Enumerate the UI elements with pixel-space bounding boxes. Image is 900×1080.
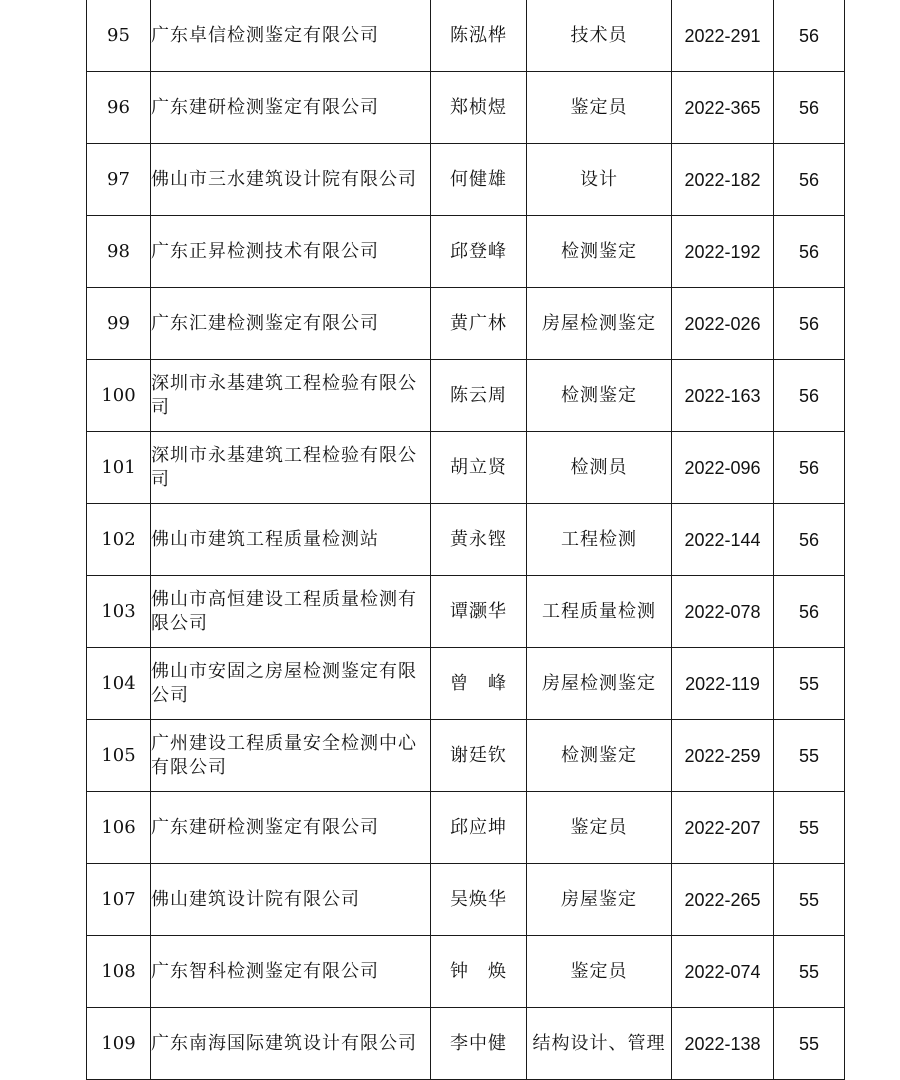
score-cell: 55	[774, 1008, 845, 1080]
position-cell: 鉴定员	[527, 936, 672, 1008]
table-row	[87, 432, 845, 504]
certificate-number-cell: 2022-207	[672, 792, 774, 864]
certificate-number-cell: 2022-163	[672, 360, 774, 432]
certificate-number-cell: 2022-026	[672, 288, 774, 360]
position-cell: 房屋检测鉴定	[527, 648, 672, 720]
row-number: 99	[87, 288, 151, 360]
certificate-number-cell: 2022-259	[672, 720, 774, 792]
table-row	[87, 720, 845, 792]
organization-cell: 广东汇建检测鉴定有限公司	[151, 288, 431, 360]
person-name-cell: 何健雄	[431, 144, 527, 216]
score-cell: 55	[774, 792, 845, 864]
table-row	[87, 72, 845, 144]
score-cell: 56	[774, 144, 845, 216]
person-name-cell: 邱登峰	[431, 216, 527, 288]
table-row	[87, 360, 845, 432]
score-cell: 56	[774, 360, 845, 432]
person-name-cell: 钟 焕	[431, 936, 527, 1008]
organization-cell: 广州建设工程质量安全检测中心有限公司	[151, 720, 431, 792]
roster-table-body	[87, 0, 845, 1080]
position-cell: 设计	[527, 144, 672, 216]
row-number: 98	[87, 216, 151, 288]
table-row	[87, 648, 845, 720]
certificate-number-cell: 2022-138	[672, 1008, 774, 1080]
score-cell: 56	[774, 216, 845, 288]
table-row	[87, 792, 845, 864]
row-number: 107	[87, 864, 151, 936]
row-number: 97	[87, 144, 151, 216]
organization-cell: 深圳市永基建筑工程检验有限公司	[151, 432, 431, 504]
person-name-cell: 谢廷钦	[431, 720, 527, 792]
row-number: 106	[87, 792, 151, 864]
table-row	[87, 576, 845, 648]
score-cell: 55	[774, 648, 845, 720]
score-cell: 56	[774, 432, 845, 504]
position-cell: 检测鉴定	[527, 720, 672, 792]
position-cell: 鉴定员	[527, 792, 672, 864]
table-row	[87, 936, 845, 1008]
organization-cell: 佛山建筑设计院有限公司	[151, 864, 431, 936]
organization-cell: 广东卓信检测鉴定有限公司	[151, 0, 431, 72]
table-row	[87, 0, 845, 72]
person-name-cell: 邱应坤	[431, 792, 527, 864]
certificate-number-cell: 2022-365	[672, 72, 774, 144]
row-number: 101	[87, 432, 151, 504]
organization-cell: 佛山市三水建筑设计院有限公司	[151, 144, 431, 216]
row-number: 102	[87, 504, 151, 576]
score-cell: 56	[774, 576, 845, 648]
position-cell: 技术员	[527, 0, 672, 72]
position-cell: 房屋检测鉴定	[527, 288, 672, 360]
score-cell: 55	[774, 864, 845, 936]
organization-cell: 深圳市永基建筑工程检验有限公司	[151, 360, 431, 432]
row-number: 104	[87, 648, 151, 720]
table-row	[87, 144, 845, 216]
roster-table	[86, 0, 845, 1080]
score-cell: 55	[774, 936, 845, 1008]
certificate-number-cell: 2022-265	[672, 864, 774, 936]
certificate-number-cell: 2022-078	[672, 576, 774, 648]
row-number: 109	[87, 1008, 151, 1080]
row-number: 108	[87, 936, 151, 1008]
organization-cell: 广东正昇检测技术有限公司	[151, 216, 431, 288]
position-cell: 鉴定员	[527, 72, 672, 144]
position-cell: 工程检测	[527, 504, 672, 576]
person-name-cell: 陈泓桦	[431, 0, 527, 72]
certificate-number-cell: 2022-096	[672, 432, 774, 504]
score-cell: 56	[774, 0, 845, 72]
person-name-cell: 陈云周	[431, 360, 527, 432]
certificate-number-cell: 2022-291	[672, 0, 774, 72]
certificate-number-cell: 2022-144	[672, 504, 774, 576]
position-cell: 检测鉴定	[527, 216, 672, 288]
position-cell: 结构设计、管理	[527, 1008, 672, 1080]
certificate-number-cell: 2022-074	[672, 936, 774, 1008]
row-number: 95	[87, 0, 151, 72]
row-number: 96	[87, 72, 151, 144]
certificate-number-cell: 2022-119	[672, 648, 774, 720]
person-name-cell: 胡立贤	[431, 432, 527, 504]
position-cell: 检测员	[527, 432, 672, 504]
person-name-cell: 吴焕华	[431, 864, 527, 936]
person-name-cell: 黄永铿	[431, 504, 527, 576]
person-name-cell: 曾 峰	[431, 648, 527, 720]
score-cell: 56	[774, 288, 845, 360]
organization-cell: 广东建研检测鉴定有限公司	[151, 72, 431, 144]
position-cell: 检测鉴定	[527, 360, 672, 432]
score-cell: 56	[774, 72, 845, 144]
organization-cell: 佛山市高恒建设工程质量检测有限公司	[151, 576, 431, 648]
position-cell: 房屋鉴定	[527, 864, 672, 936]
table-row	[87, 1008, 845, 1080]
certificate-number-cell: 2022-192	[672, 216, 774, 288]
certificate-number-cell: 2022-182	[672, 144, 774, 216]
table-row	[87, 864, 845, 936]
person-name-cell: 李中健	[431, 1008, 527, 1080]
row-number: 105	[87, 720, 151, 792]
table-row	[87, 504, 845, 576]
row-number: 100	[87, 360, 151, 432]
score-cell: 56	[774, 504, 845, 576]
organization-cell: 广东建研检测鉴定有限公司	[151, 792, 431, 864]
position-cell: 工程质量检测	[527, 576, 672, 648]
organization-cell: 广东智科检测鉴定有限公司	[151, 936, 431, 1008]
organization-cell: 广东南海国际建筑设计有限公司	[151, 1008, 431, 1080]
table-row	[87, 216, 845, 288]
person-name-cell: 黄广林	[431, 288, 527, 360]
row-number: 103	[87, 576, 151, 648]
person-name-cell: 谭灏华	[431, 576, 527, 648]
organization-cell: 佛山市建筑工程质量检测站	[151, 504, 431, 576]
table-row	[87, 288, 845, 360]
score-cell: 55	[774, 720, 845, 792]
organization-cell: 佛山市安固之房屋检测鉴定有限公司	[151, 648, 431, 720]
document-page	[86, 0, 844, 1080]
person-name-cell: 郑桢煜	[431, 72, 527, 144]
